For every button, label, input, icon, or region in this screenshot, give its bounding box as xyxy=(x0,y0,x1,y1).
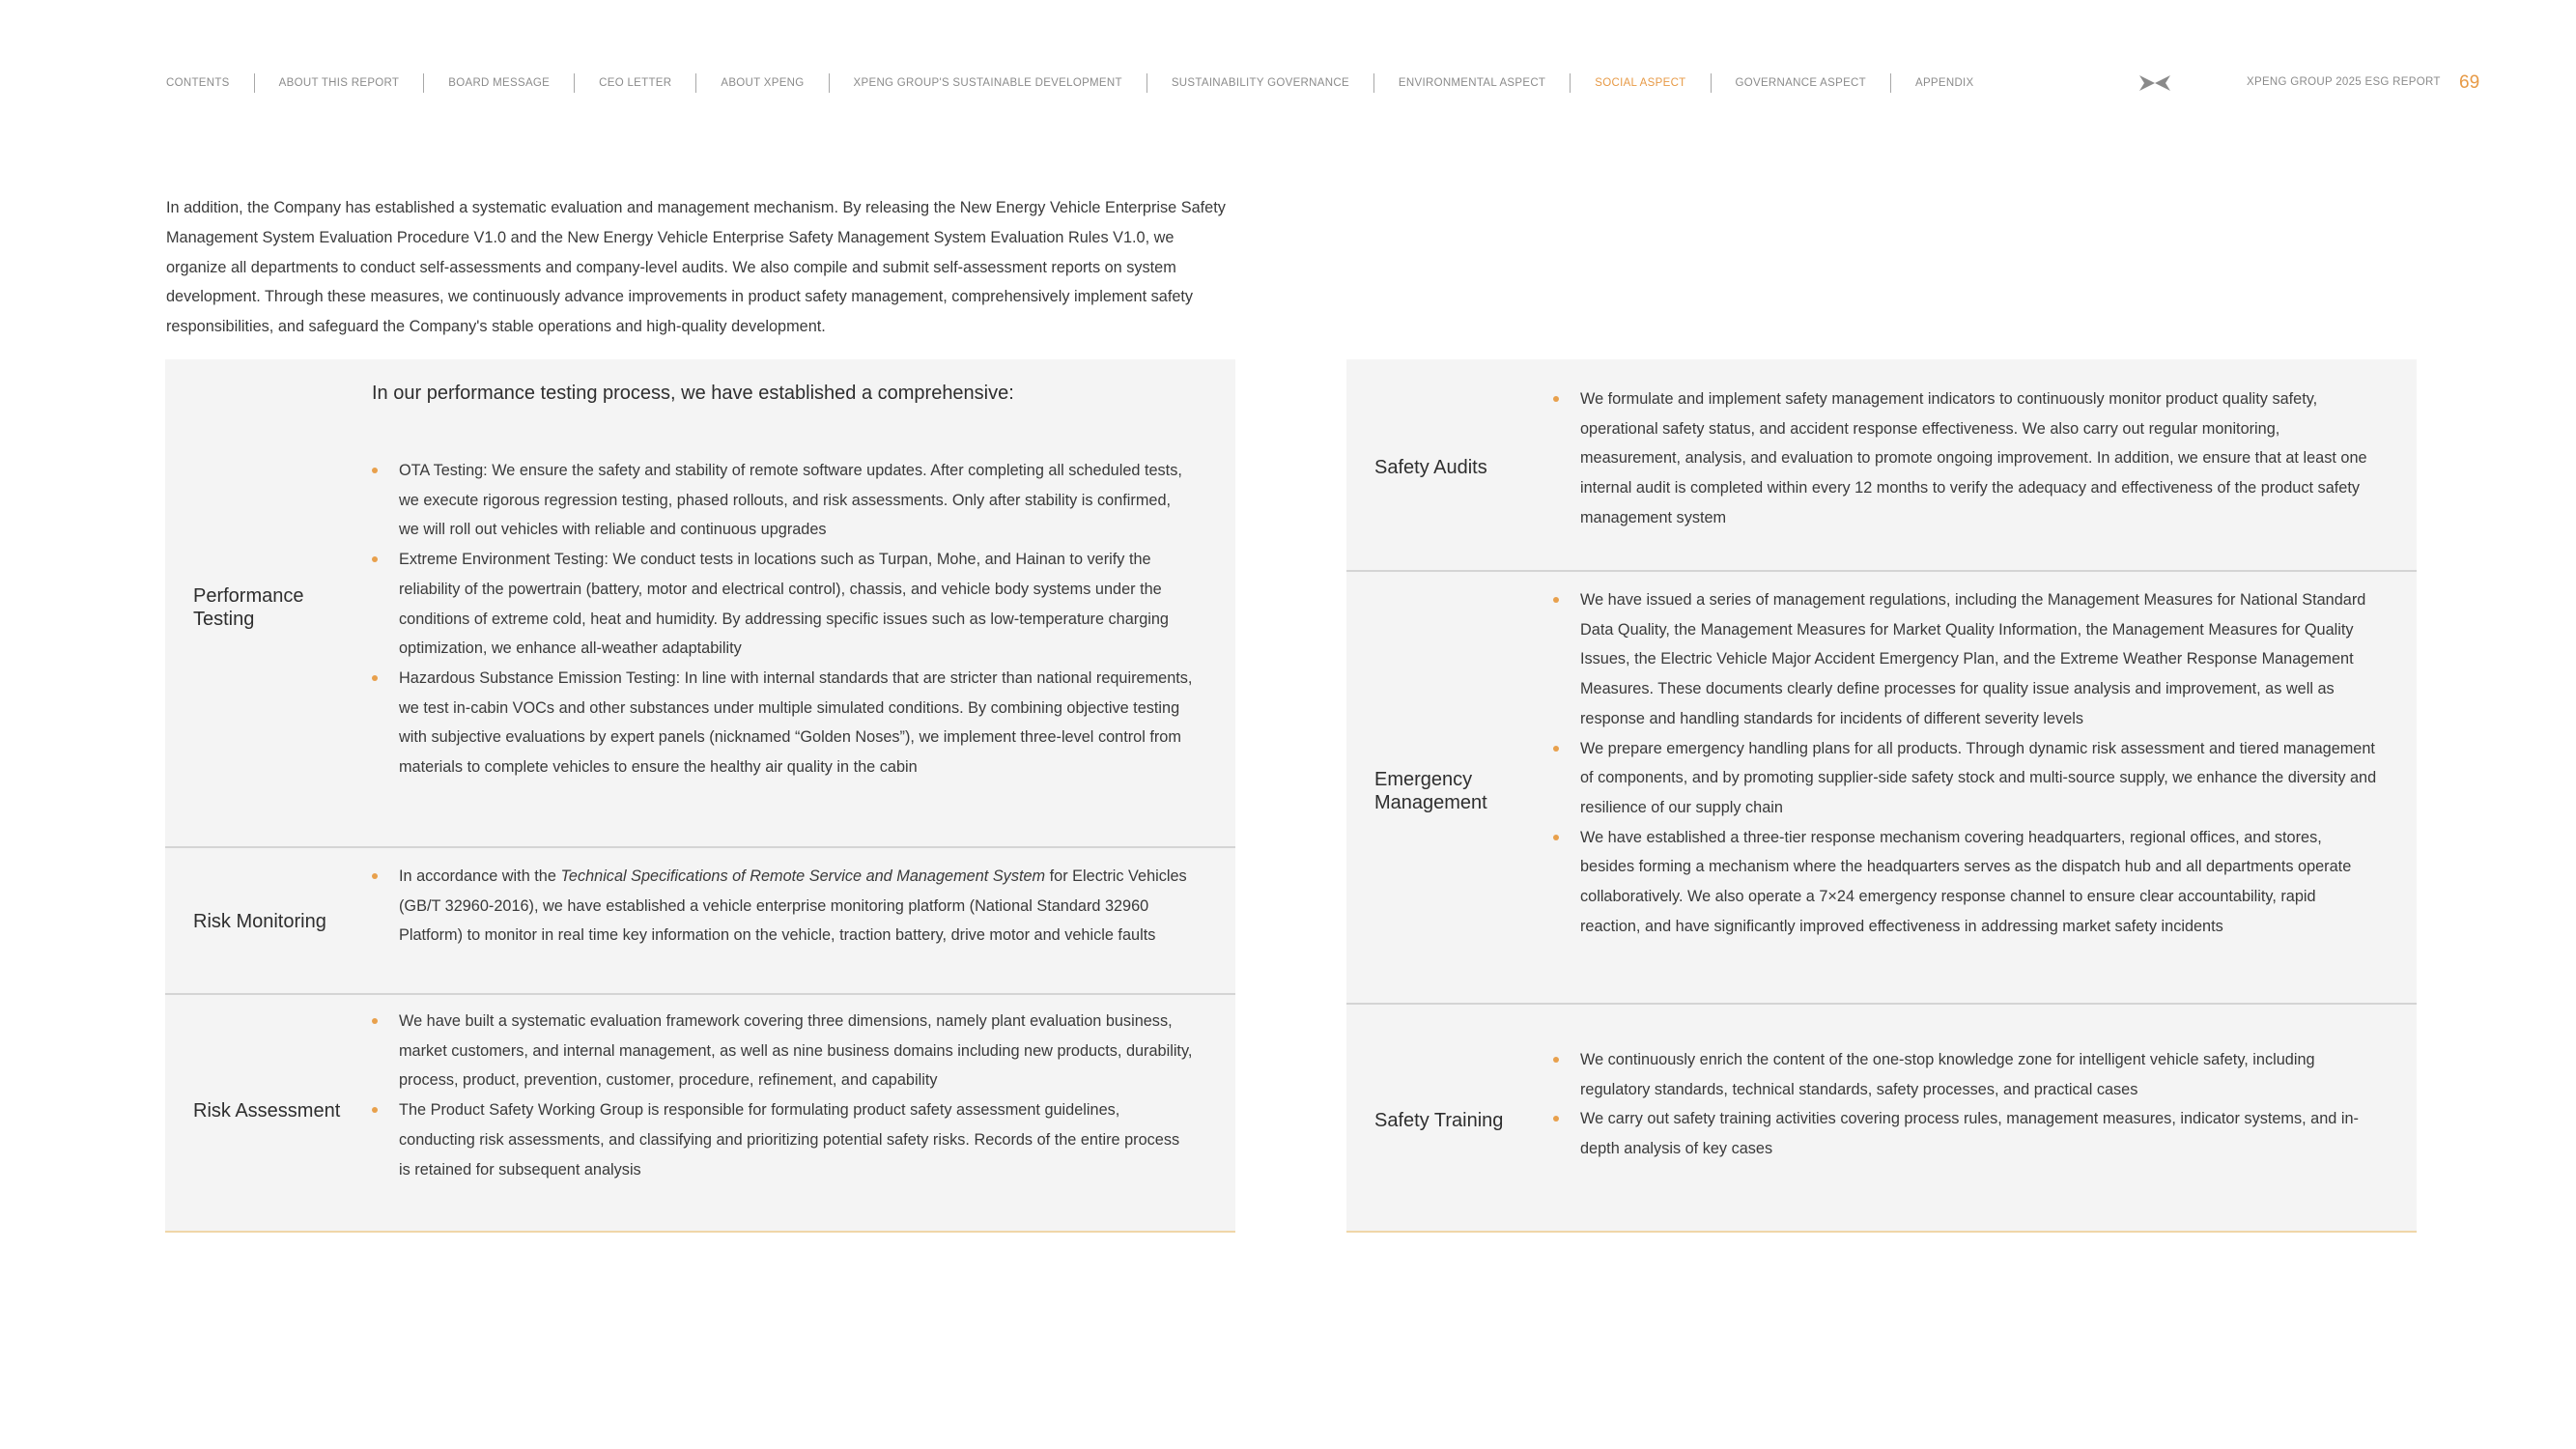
nav-item-environmental-aspect[interactable]: ENVIRONMENTAL ASPECT xyxy=(1398,77,1546,89)
nav-divider xyxy=(423,73,424,93)
intro-paragraph: In addition, the Company has established a systematic evaluation and management mechanism. By releasing the New Energy Vehicle Enterprise Safety Management System Evaluation Procedure V1.0 and the New Energy Vehicle Enterprise Safety Management System Evaluation Rules V1.0, we organize all departments to conduct self-assessments and company-level audits. We also compile and submit self-assessment reports on system development. Through these measures, we continuously advance improvements in product safety management, comprehensively implement safety responsibilities, and safeguard the Company's stable operations and high-quality development. xyxy=(166,199,1226,336)
risk-assessment-label: Risk Assessment xyxy=(193,1100,341,1122)
risk-assessment-row xyxy=(165,995,1235,1231)
performance-testing-heading: In our performance testing process, we have established a comprehensive: xyxy=(372,383,1014,404)
nav-item-board-message[interactable]: BOARD MESSAGE xyxy=(448,77,551,89)
list-item: OTA Testing: We ensure the safety and stability of remote software updates. After completing all scheduled tests, we execute rigorous regression testing, phased rollouts, and risk assessments. Only after stability is confirmed, we will roll out vehicles with reliable and continuous upgrades xyxy=(372,456,1193,545)
nav-divider xyxy=(1146,73,1147,93)
list-item: The Product Safety Working Group is responsible for formulating product safety assessment guidelines, conducting risk assessments, and classifying and prioritizing potential safety risks. Records of the entire process is retained for subsequent analysis xyxy=(372,1095,1193,1184)
performance-testing-list xyxy=(372,456,1193,782)
right-panel xyxy=(1346,359,2417,1231)
list-item: We have established a three-tier response mechanism covering headquarters, regional offices, and stores, besides forming a mechanism where the headquarters serves as the dispatch hub and all departments operate collaboratively. We also operate a 7×24 emergency response channel to ensure clear accountability, rapid reaction, and have significantly improved effectiveness in addressing market safety incidents xyxy=(1553,823,2380,942)
nav-divider xyxy=(829,73,830,93)
safety-training-label: Safety Training xyxy=(1374,1110,1504,1131)
safety-audits-list xyxy=(1553,384,2380,533)
performance-testing-row xyxy=(165,359,1235,848)
risk-monitoring-row xyxy=(165,848,1235,995)
nav-item-governance-aspect[interactable]: GOVERNANCE ASPECT xyxy=(1735,77,1866,89)
list-item: We formulate and implement safety management indicators to continuously monitor product quality safety, operational safety status, and accident response effectiveness. We also carry out regular monitoring, measurement, analysis, and evaluation to promote ongoing improvement. In addition, we ensure that at least one internal audit is completed within every 12 months to verify the adequacy and effectiveness of the product safety management system xyxy=(1553,384,2380,533)
nav-item-sustainable-development[interactable]: XPENG GROUP'S SUSTAINABLE DEVELOPMENT xyxy=(853,77,1122,89)
nav-divider xyxy=(1711,73,1712,93)
nav-item-contents[interactable]: CONTENTS xyxy=(166,77,230,89)
safety-audits-label: Safety Audits xyxy=(1374,457,1487,478)
safety-training-list xyxy=(1553,1045,2380,1164)
nav-item-sustainability-governance[interactable]: SUSTAINABILITY GOVERNANCE xyxy=(1171,77,1349,89)
list-item: Hazardous Substance Emission Testing: In line with internal standards that are stricter than national requirements, we test in-cabin VOCs and other substances under multiple simulated conditions. By combining objective testing with subjective evaluations by expert panels (nicknamed “Golden Noses”), we implement three-level control from materials to complete vehicles to ensure the healthy air quality in the cabin xyxy=(372,664,1193,782)
safety-training-row xyxy=(1346,1005,2417,1231)
page-number: 69 xyxy=(2459,72,2480,93)
left-panel-bottom-rule xyxy=(165,1231,1235,1233)
list-item: Extreme Environment Testing: We conduct tests in locations such as Turpan, Mohe, and Hainan to verify the reliability of the powertrain (battery, motor and electrical control), chassis, and vehicle body systems under the conditions of extreme cold, heat and humidity. By addressing specific issues such as low-temperature charging optimization, we enhance all-weather adaptability xyxy=(372,545,1193,664)
list-item: We have built a systematic evaluation framework covering three dimensions, namely plant evaluation business, market customers, and internal management, as well as nine business domains including new products, durability, process, product, prevention, customer, procedure, refinement, and capability xyxy=(372,1007,1193,1095)
list-item: We continuously enrich the content of the one-stop knowledge zone for intelligent vehicle safety, including regulatory standards, technical standards, safety processes, and practical cases xyxy=(1553,1045,2380,1104)
bullet-text: for Electric Vehicles (GB/T 32960-2016), we have established a vehicle enterprise monitoring platform (National Standard 32960 Platform) to monitor in real time key information on the vehicle, traction battery, drive motor and vehicle faults xyxy=(399,867,1187,945)
xpeng-logo-icon[interactable] xyxy=(2138,73,2171,93)
nav-divider xyxy=(1890,73,1891,93)
nav-item-social-aspect[interactable]: SOCIAL ASPECT xyxy=(1595,77,1686,89)
nav-item-ceo-letter[interactable]: CEO LETTER xyxy=(599,77,672,89)
risk-assessment-list xyxy=(372,1007,1193,1184)
risk-monitoring-list xyxy=(372,862,1193,951)
nav-divider xyxy=(695,73,696,93)
safety-audits-row xyxy=(1346,359,2417,572)
nav-divider xyxy=(1570,73,1571,93)
right-panel-bottom-rule xyxy=(1346,1231,2417,1233)
performance-testing-label: Performance Testing xyxy=(193,585,304,630)
nav-item-appendix[interactable]: APPENDIX xyxy=(1914,77,1974,89)
bullet-text: In accordance with the xyxy=(399,867,561,885)
risk-monitoring-label: Risk Monitoring xyxy=(193,911,326,932)
list-item: We have issued a series of management regulations, including the Management Measures for National Standard Data Quality, the Management Measures for Market Quality Information, the Management Measures for Quality Issues, the Electric Vehicle Major Accident Emergency Plan, and the Extreme Weather Response Management Measures. These documents clearly define processes for quality issue analysis and improvement, as well as response and handling standards for incidents of different severity levels xyxy=(1553,585,2380,734)
list-item xyxy=(372,862,1193,951)
nav-item-about-xpeng[interactable]: ABOUT XPENG xyxy=(721,77,805,89)
standard-title: Technical Specifications of Remote Service and Management System xyxy=(560,867,1046,885)
left-panel xyxy=(165,359,1235,1231)
list-item: We prepare emergency handling plans for all products. Through dynamic risk assessment and tiered management of components, and by promoting supplier-side safety stock and multi-source supply, we enhance the diversity and resilience of our supply chain xyxy=(1553,734,2380,823)
top-navigation xyxy=(166,73,1974,93)
emergency-management-label: Emergency Management xyxy=(1374,769,1487,813)
emergency-management-row xyxy=(1346,572,2417,1005)
nav-divider xyxy=(1373,73,1374,93)
nav-item-about-this-report[interactable]: ABOUT THIS REPORT xyxy=(278,77,400,89)
nav-divider xyxy=(574,73,575,93)
emergency-management-list xyxy=(1553,585,2380,941)
nav-divider xyxy=(254,73,255,93)
list-item: We carry out safety training activities covering process rules, management measures, indicator systems, and in-depth analysis of key cases xyxy=(1553,1104,2380,1163)
report-name: XPENG GROUP 2025 ESG REPORT xyxy=(2247,76,2441,88)
